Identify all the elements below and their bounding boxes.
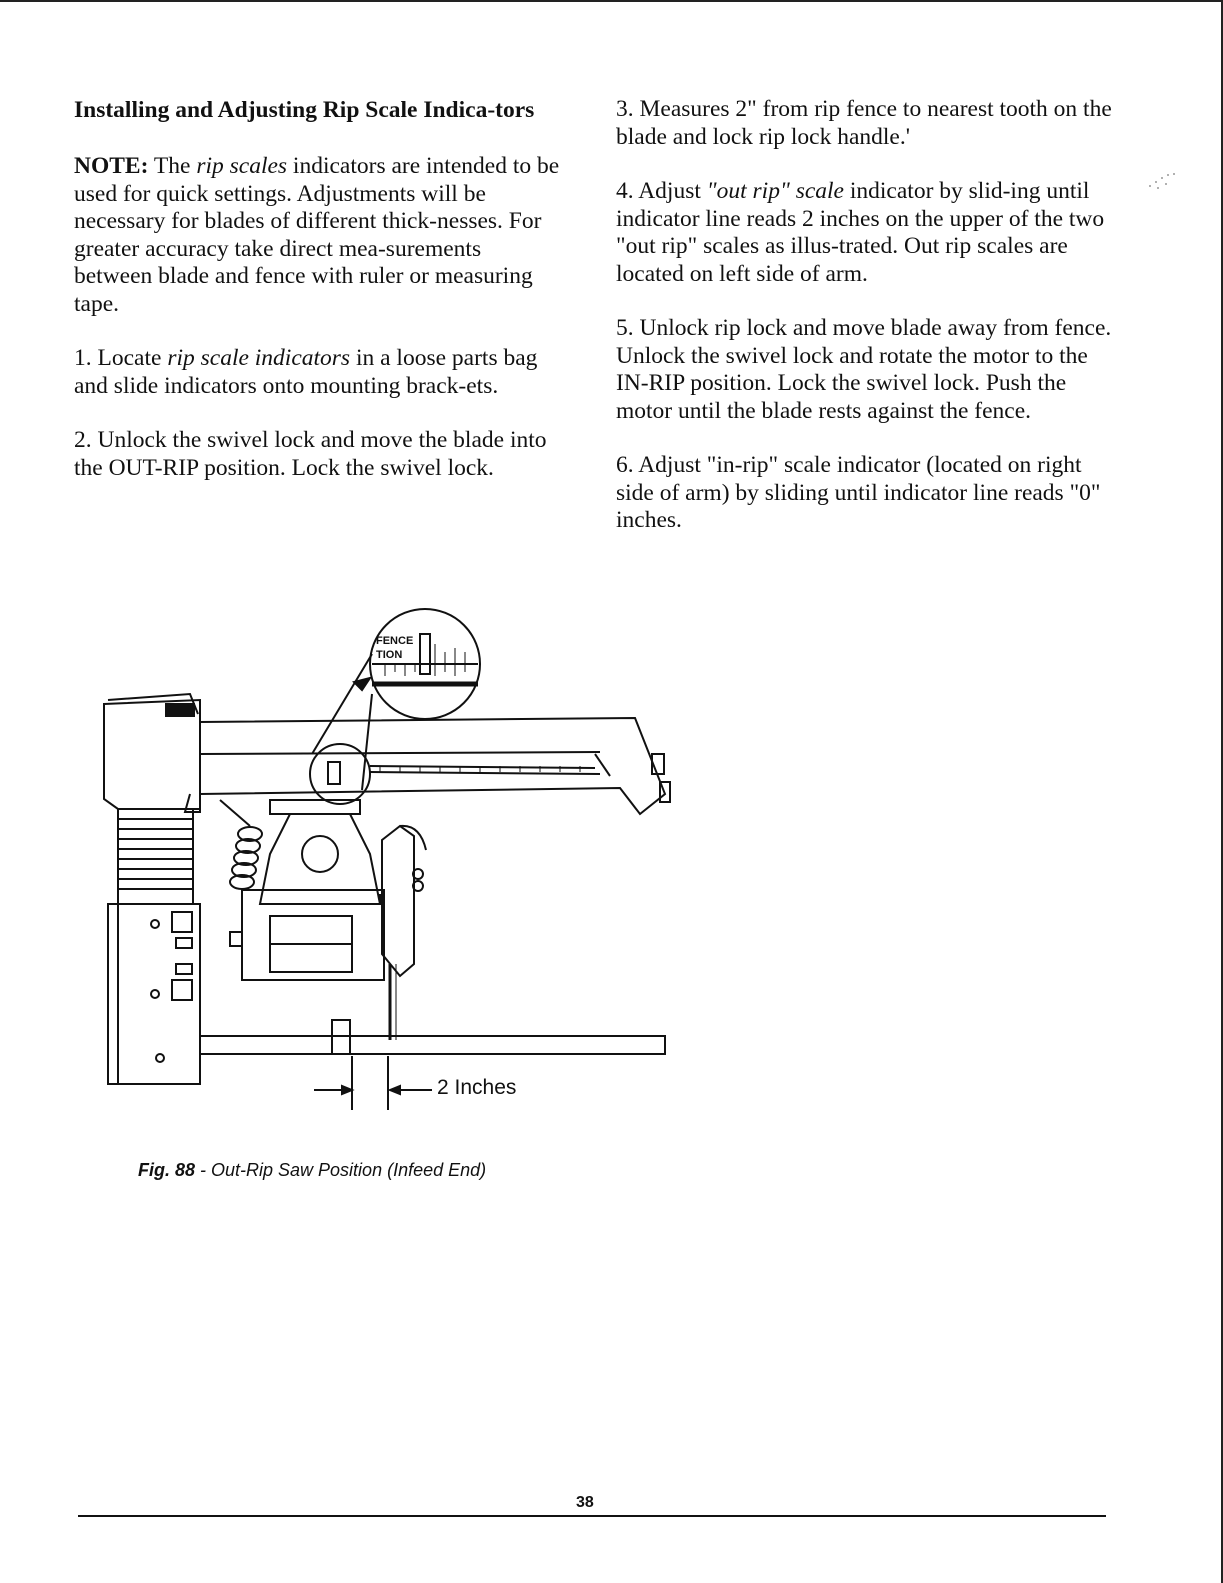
inset-label-fence: FENCE (376, 635, 414, 647)
step-5 (616, 315, 1116, 425)
page-number: 38 (576, 1494, 594, 1511)
step-2 (74, 427, 564, 482)
footer-rule (78, 1515, 1106, 1517)
dimension-label: 2 Inches (437, 1076, 517, 1099)
scan-speck-mark (1144, 170, 1180, 194)
step-5-text: 5. Unlock rip lock and move blade away from fence. Unlock the swivel lock and rotate the motor to the IN-RIP position. Lock the swivel lock. Push the motor until the blade rests against the fence. (616, 315, 1112, 424)
note-pre: The (148, 153, 197, 179)
column-bellows (118, 809, 193, 904)
note-body: indicators are intended to be used for quick settings. Adjustments will be necessary for blades of different thick-nesses. For greater accuracy take direct mea-surements between blade and fence with ruler or measuring tape. (74, 153, 560, 317)
step-4-emphasis: "out rip" scale (706, 178, 844, 204)
coiled-cord (220, 800, 262, 889)
out-rip-saw-illustration (100, 604, 690, 1124)
page-top-border (0, 0, 1223, 2)
section-heading: Installing and Adjusting Rip Scale Indica-tors (74, 97, 535, 123)
step-2-text: 2. Unlock the swivel lock and move the blade into the OUT-RIP position. Lock the swivel lock. (74, 427, 547, 481)
figure-caption-text: - Out-Rip Saw Position (Infeed End) (195, 1160, 487, 1180)
step-1-text: 1. Locate (74, 345, 168, 371)
step-1 (74, 345, 564, 400)
step-1-emphasis: rip scale indicators (167, 345, 351, 371)
inset-label-tion: TION (376, 649, 403, 661)
note-label: NOTE: (74, 153, 149, 179)
note-paragraph (74, 153, 564, 318)
step-3 (616, 96, 1116, 151)
step-1-text-end: in a loose parts bag and slide indicators onto mounting brack-ets. (74, 345, 538, 399)
figure-caption (138, 1160, 486, 1181)
left-column (74, 96, 564, 509)
blade-guard (382, 826, 414, 976)
step-6 (616, 452, 1116, 535)
step-4-text: 4. Adjust (616, 178, 707, 204)
step-4-text-end: indicator by slid-ing until indicator line reads 2 inches on the upper of the two "out rip" scales as illus-trated. Out rip scales are located on left side of arm. (616, 178, 1105, 287)
note-emphasis: rip scales (196, 153, 288, 179)
step-4 (616, 178, 1116, 288)
step-3-text: 3. Measures 2" from rip fence to nearest tooth on the blade and lock rip lock handle.' (616, 96, 1112, 150)
right-column (616, 96, 1116, 562)
work-table (200, 1036, 665, 1054)
figure-number: Fig. 88 (138, 1160, 196, 1180)
step-6-text: 6. Adjust "in-rip" scale indicator (located on right side of arm) by sliding until indicator line reads "0" inches. (616, 452, 1101, 533)
